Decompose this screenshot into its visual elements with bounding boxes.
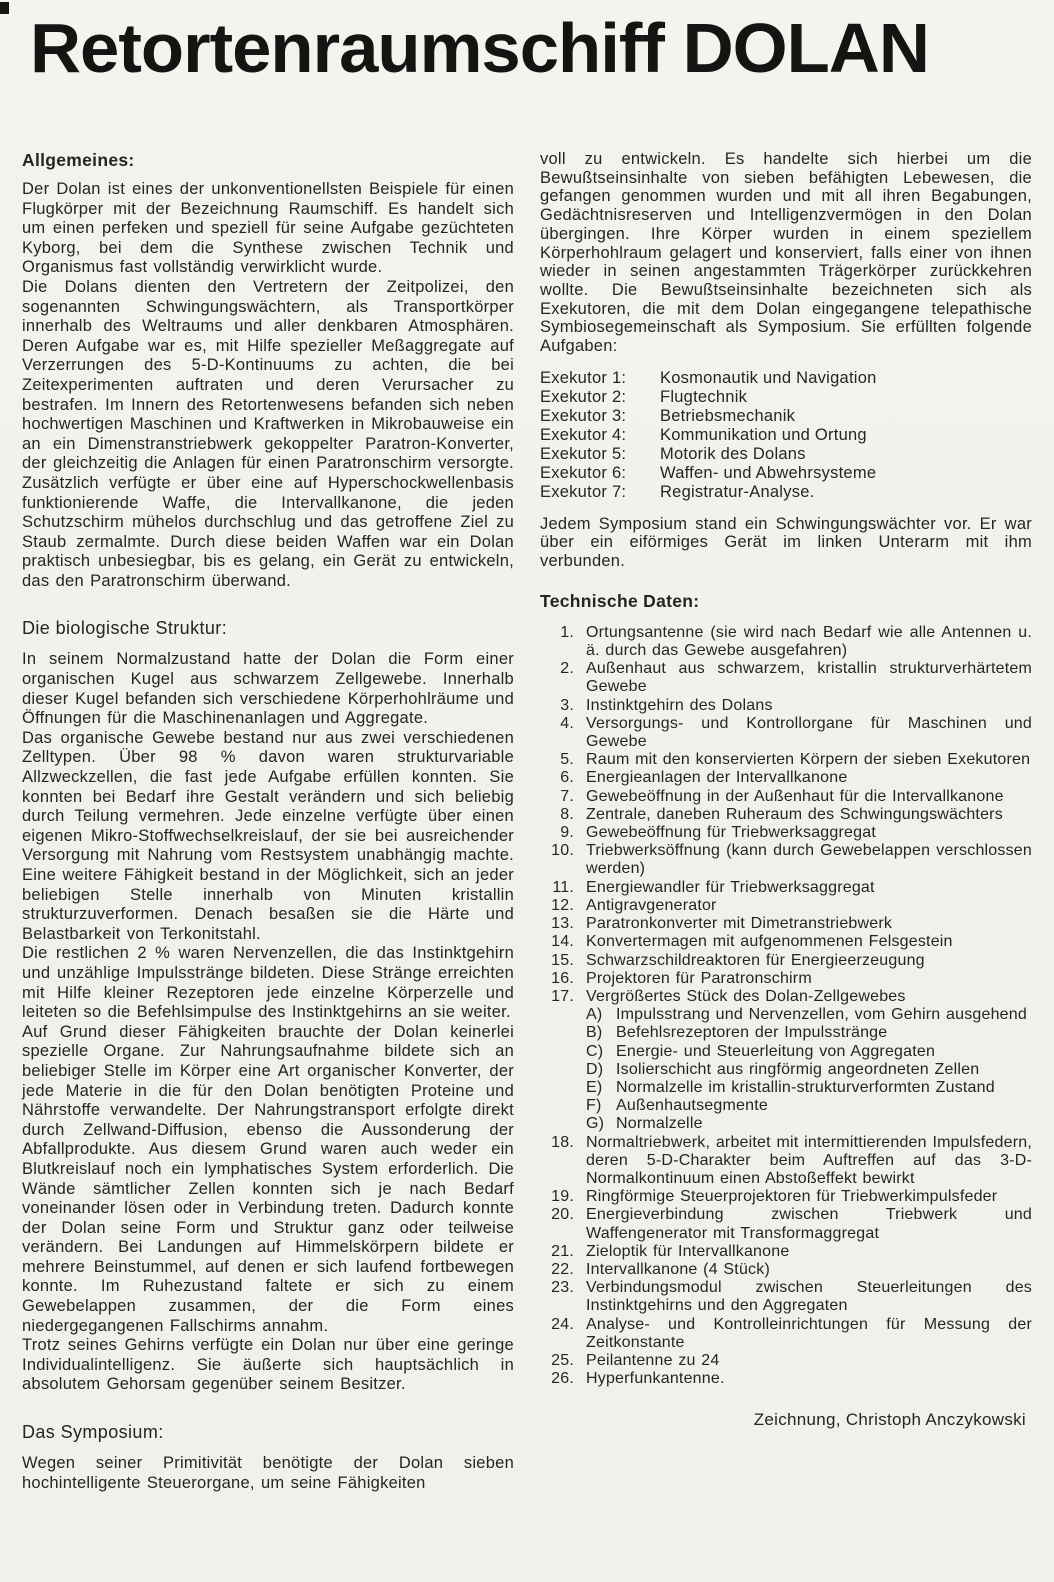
item-number: B) <box>586 1024 603 1042</box>
item-number: F) <box>586 1097 602 1115</box>
item-number: 2. <box>560 660 574 678</box>
tech-item <box>540 806 1032 824</box>
item-number: 14. <box>551 933 574 951</box>
item-text: Zentrale, daneben Ruheraum des Schwingungswächters <box>586 805 1003 823</box>
paragraph-schwingungswaechter-note: Jedem Symposium stand ein Schwingungswächter vor. Er war über ein eiförmiges Gerät im linken Unterarm mit ihm verbunden. <box>540 514 1032 571</box>
item-number: 23. <box>551 1279 574 1297</box>
paragraph-symposium-continuation: voll zu entwickeln. Es handelte sich hierbei um die Bewußtseinsinhalte von sieben befähigten Lebewesen, die gefangen genommen wurden und mit all ihren Begabungen, Gedächtnisreserven und Intelligenzvermögen in den Dolan übergingen. Ihre Körper wurden in einem speziellem Körperhohlraum gelagert und konserviert, falls einer von ihnen wieder in seinen angestammten Trägerkörper zurückkehren wollte. Die Bewußtseinsinhalte bezeichneten sich als Exekutoren, die mit dem Dolan eingegangene telepathische Symbiosegemeinschaft als Symposium. Sie erfüllten folgende Aufgaben: <box>540 150 1032 356</box>
tech-item <box>540 660 1032 696</box>
item-number: 7. <box>560 787 574 805</box>
item-number: 25. <box>551 1351 574 1369</box>
tech-item <box>540 1352 1032 1370</box>
item-number: 9. <box>560 824 574 842</box>
exekutor-row <box>540 426 1032 445</box>
tech-item <box>540 988 1032 1006</box>
item-number: 5. <box>560 751 574 769</box>
item-number: 3. <box>560 696 574 714</box>
item-text: Gewebeöffnung in der Außenhaut für die Intervallkanone <box>586 787 1004 805</box>
item-text: Gewebeöffnung für Triebwerksaggregat <box>586 824 876 842</box>
item-number: 26. <box>551 1370 574 1388</box>
tech-item <box>540 788 1032 806</box>
tech-item <box>540 769 1032 787</box>
paragraph: Auf Grund dieser Fähigkeiten brauchte der Dolan keinerlei spezielle Organe. Zur Nahrungsaufnahme bildete sich an beliebiger Stelle im Körper eine Art organischer Konverter, der jede Materie in die für den Dolan benötigten Proteine und Nährstoffe verwandelte. Der Nahrungstransport erfolgte direkt durch Zellwand-Diffusion, ebenso die Aussonderung der Abfallprodukte. Aus diesem Grund waren auch weder ein Blutkreislauf noch ein lymphatisches System erforderlich. Die Wände sämtlicher Zellen konnten sich je nach Bedarf voneinander lösen oder in Verbindung treten. Dadurch konnte der Dolan seine Form und Struktur ganz oder teilweise verändern. Bei Landungen auf Himmelskörpern bildete er mehrere Beinstummel, auf denen er sich laufend fortbewegen konnte. Im Ruhezustand faltete er sich zu einem Gewebelappen zusammen, der die Form eines niedergegangenen Fallschirms annahm. <box>22 1022 514 1335</box>
item-number: 18. <box>551 1133 574 1151</box>
section-heading: Das Symposium: <box>22 1422 164 1443</box>
tech-item <box>540 751 1032 769</box>
page-title: Retortenraumschiff DOLAN <box>30 9 929 87</box>
item-text: Hyperfunkantenne. <box>586 1370 725 1388</box>
item-text: Normaltriebwerk, arbeitet mit intermittierenden Impulsfedern, deren 5-D-Charakter beim Auftreffen auf das 3-D-Normalkontinuum einen Abstoßeffekt bewirkt <box>586 1133 1032 1187</box>
paragraph: In seinem Normalzustand hatte der Dolan die Form einer organischen Kugel aus schwarzem Zellgewebe. Innerhalb dieser Kugel befanden sich verschiedene Körperhohlräume und Öffnungen für die Maschinenanlagen und Aggregate. <box>22 650 514 728</box>
item-number: A) <box>586 1006 603 1024</box>
item-number: 11. <box>552 878 574 896</box>
tech-sub-item <box>586 1079 1032 1097</box>
exekutor-role: Registratur-Analyse. <box>660 482 815 501</box>
tech-sub-item <box>586 1024 1032 1042</box>
item-number: 6. <box>560 769 574 787</box>
paragraph: Die restlichen 2 % waren Nervenzellen, die das Instinktgehirn und unzählige Impulsstränge bildeten. Diese Stränge erreichten mit Hilfe kleiner Rezeptoren jede einzelne Körperzelle und leiteten so die Befehlsimpulse des Instinktgehirns an sie weiter. <box>22 944 514 1022</box>
item-number: 1. <box>560 623 574 641</box>
exekutor-label: Exekutor 1: <box>540 368 627 387</box>
exekutor-row <box>540 483 1032 502</box>
tech-sub-item <box>586 1097 1032 1115</box>
tech-item <box>540 824 1032 842</box>
tech-item <box>540 1279 1032 1315</box>
tech-item <box>540 697 1032 715</box>
item-text: Analyse- und Kontrolleinrichtungen für Messung der Zeitkonstante <box>586 1315 1032 1351</box>
paragraph: Wegen seiner Primitivität benötigte der Dolan sieben hochintelligente Steuerorgane, um seine Fähigkeiten <box>22 1454 514 1492</box>
technical-data-list <box>540 624 1032 1389</box>
exekutor-role: Betriebsmechanik <box>660 406 796 425</box>
item-text: Impulsstrang und Nervenzellen, vom Gehirn ausgehend <box>616 1006 1027 1024</box>
tech-item <box>540 842 1032 878</box>
item-text: Zieloptik für Intervallkanone <box>586 1242 790 1260</box>
item-number: C) <box>586 1042 604 1060</box>
exekutor-label: Exekutor 5: <box>540 444 627 463</box>
paragraph: Die Dolans dienten den Vertretern der Zeitpolizei, den sogenannten Schwingungswächtern, als Transportkörper innerhalb des Weltraums und aller denkbaren Atmosphären. Deren Aufgabe war es, mit Hilfe spezieller Meßaggregate auf Verzerrungen des 5-D-Kontinuums zu achten, die bei Zeitexperimenten auftraten und deren Verursacher zu bestrafen. Im Innern des Retortenwesens befanden sich neben hochwertigen Maschinen und Kraftwerken in Mikrobauweise ein an ein Dimenstranstriebwerk gekoppelter Paratron-Konverter, der gleichzeitig die Anlagen für einen Paratronschirm versorgte. Zusätzlich verfügte er über eine auf Hyperschockwellenbasis funktionierende Waffe, die Intervallkanone, die jeden Schutzschirm mühelos durchschlug und das getroffene Ziel zu Staub zermalmte. Durch diese beiden Waffen war ein Dolan praktisch unbesiegbar, bis es gelang, ein Gerät zu entwickeln, das den Paratronschirm überwand. <box>22 277 514 590</box>
tech-item <box>540 952 1032 970</box>
item-text: Paratronkonverter mit Dimetranstriebwerk <box>586 915 893 933</box>
item-number: 8. <box>560 805 574 823</box>
item-text: Antigravgenerator <box>586 896 717 914</box>
tech-item <box>540 715 1032 751</box>
item-text: Energie- und Steuerleitung von Aggregaten <box>616 1042 936 1060</box>
item-number: 13. <box>551 915 574 933</box>
tech-sub-item <box>586 1115 1032 1133</box>
tech-item <box>540 915 1032 933</box>
item-text: Normalzelle <box>616 1115 703 1133</box>
item-number: 22. <box>551 1260 574 1278</box>
tech-item <box>540 1188 1032 1206</box>
exekutor-label: Exekutor 3: <box>540 406 627 425</box>
item-text: Ortungsantenne (sie wird nach Bedarf wie alle Antennen u. ä. durch das Gewebe ausgefahren) <box>586 623 1032 660</box>
drawing-credit: Zeichnung, Christoph Anczykowski <box>753 1410 1026 1430</box>
item-number: G) <box>586 1115 605 1133</box>
item-number: 19. <box>551 1188 574 1206</box>
section-heading: Die biologische Struktur: <box>22 618 228 639</box>
exekutor-label: Exekutor 2: <box>540 387 627 406</box>
tech-item <box>540 933 1032 951</box>
exekutor-role: Waffen- und Abwehrsysteme <box>660 463 877 482</box>
item-number: 21. <box>551 1242 574 1260</box>
paragraph: Trotz seines Gehirns verfügte ein Dolan nur über eine geringe Individualintelligenz. Sie äußerte sich hauptsächlich in absolutem Gehorsam gegenüber seinem Besitzer. <box>22 1336 514 1394</box>
item-number: 12. <box>551 896 574 914</box>
item-text: Außenhaut aus schwarzem, kristallin strukturverhärtetem Gewebe <box>586 660 1032 696</box>
exekutor-row <box>540 369 1032 388</box>
item-text: Normalzelle im kristallin-strukturverformten Zustand <box>616 1078 995 1096</box>
item-text: Außenhautsegmente <box>616 1097 768 1115</box>
exekutor-role: Kosmonautik und Navigation <box>660 368 877 387</box>
tech-item <box>540 624 1032 660</box>
exekutor-row <box>540 445 1032 464</box>
two-column-layout <box>0 150 1054 1493</box>
section-heading: Allgemeines: <box>22 150 135 170</box>
tech-item <box>540 879 1032 897</box>
item-number: 16. <box>551 969 574 987</box>
tech-item <box>540 970 1032 988</box>
item-number: 24. <box>551 1315 574 1333</box>
exekutor-role: Motorik des Dolans <box>660 444 806 463</box>
tech-item <box>540 1370 1032 1388</box>
item-number: D) <box>586 1060 604 1078</box>
item-text: Ringförmige Steuerprojektoren für Triebwerkimpulsfeder <box>586 1188 998 1206</box>
item-number: 20. <box>551 1206 574 1224</box>
exekutor-role: Kommunikation und Ortung <box>660 425 867 444</box>
tech-item <box>540 897 1032 915</box>
item-text: Befehlsrezeptoren der Impulsstränge <box>616 1024 888 1042</box>
item-text: Peilantenne zu 24 <box>586 1351 720 1369</box>
exekutor-label: Exekutor 4: <box>540 425 627 444</box>
tech-item <box>540 1316 1032 1352</box>
item-text: Verbindungsmodul zwischen Steuerleitungen des Instinktgehirns und den Aggregaten <box>586 1279 1032 1315</box>
item-text: Vergrößertes Stück des Dolan-Zellgewebes <box>586 987 906 1005</box>
item-text: Energiewandler für Triebwerksaggregat <box>586 878 875 896</box>
item-number: 4. <box>560 714 574 732</box>
item-number: E) <box>586 1078 603 1096</box>
tech-item <box>540 1134 1032 1189</box>
item-text: Projektoren für Paratronschirm <box>586 969 812 987</box>
tech-item <box>540 1206 1032 1242</box>
exekutor-role: Flugtechnik <box>660 387 748 406</box>
exekutor-list <box>540 369 1032 502</box>
item-text: Instinktgehirn des Dolans <box>586 696 773 714</box>
tech-item <box>540 1243 1032 1261</box>
item-text: Intervallkanone (4 Stück) <box>586 1260 770 1278</box>
item-text: Isolierschicht aus ringförmig angeordneten Zellen <box>616 1060 980 1078</box>
item-text: Energieanlagen der Intervallkanone <box>586 769 848 787</box>
item-text: Schwarzschildreaktoren für Energieerzeugung <box>586 951 925 969</box>
exekutor-label: Exekutor 7: <box>540 482 627 501</box>
tech-item <box>540 1261 1032 1279</box>
paragraph: Das organische Gewebe bestand nur aus zwei verschiedenen Zelltypen. Über 98 % davon waren strukturvariable Allzweckzellen, die fast jede Aufgabe erfüllen konnten. Sie konnten bei Bedarf ihre Gestalt verändern und sich beliebig durch Teilung vermehren. Jede einzelne verfügte über einen eigenen Mikro-Stoffwechselkreislauf, der sie bei ausreichender Versorgung mit Nahrung vom Restsystem unabhängig machte. Eine weitere Fähigkeit bestand in der Möglichkeit, sich an jeder beliebigen Stelle innerhalb von Minuten kristallin strukturzuverformen. Denach besaßen sie die Härte und Belastbarkeit von Terkonitstahl. <box>22 728 514 943</box>
tech-sub-item <box>586 1006 1032 1024</box>
item-text: Triebwerksöffnung (kann durch Gewebelappen verschlossen werden) <box>586 842 1032 878</box>
item-text: Konvertermagen mit aufgenommenen Felsgestein <box>586 933 953 951</box>
section-heading-technische-daten: Technische Daten: <box>540 590 700 611</box>
item-text: Raum mit den konservierten Körpern der sieben Exekutoren <box>586 751 1031 769</box>
exekutor-row <box>540 407 1032 426</box>
left-column <box>22 150 514 1493</box>
tech-sub-item <box>586 1061 1032 1079</box>
item-number: 10. <box>551 842 574 860</box>
tech-sub-item <box>586 1043 1032 1061</box>
exekutor-label: Exekutor 6: <box>540 463 627 482</box>
right-column <box>540 150 1032 1430</box>
scan-artifact <box>0 2 9 14</box>
item-number: 17. <box>551 987 574 1005</box>
item-number: 15. <box>551 951 574 969</box>
exekutor-row <box>540 388 1032 407</box>
item-text: Energieverbindung zwischen Triebwerk und Waffengenerator mit Transformaggregat <box>586 1206 1032 1242</box>
item-text: Versorgungs- und Kontrollorgane für Maschinen und Gewebe <box>586 714 1032 751</box>
exekutor-row <box>540 464 1032 483</box>
paragraph: Der Dolan ist eines der unkonventionellsten Beispiele für einen Flugkörper mit der Bezeichnung Raumschiff. Es handelt sich um einen perfeken und speziell für seine Aufgabe gezüchteten Kyborg, bei dem die Synthese zwischen Technik und Organismus fast vollständig verwirklicht wurde. <box>22 180 514 277</box>
